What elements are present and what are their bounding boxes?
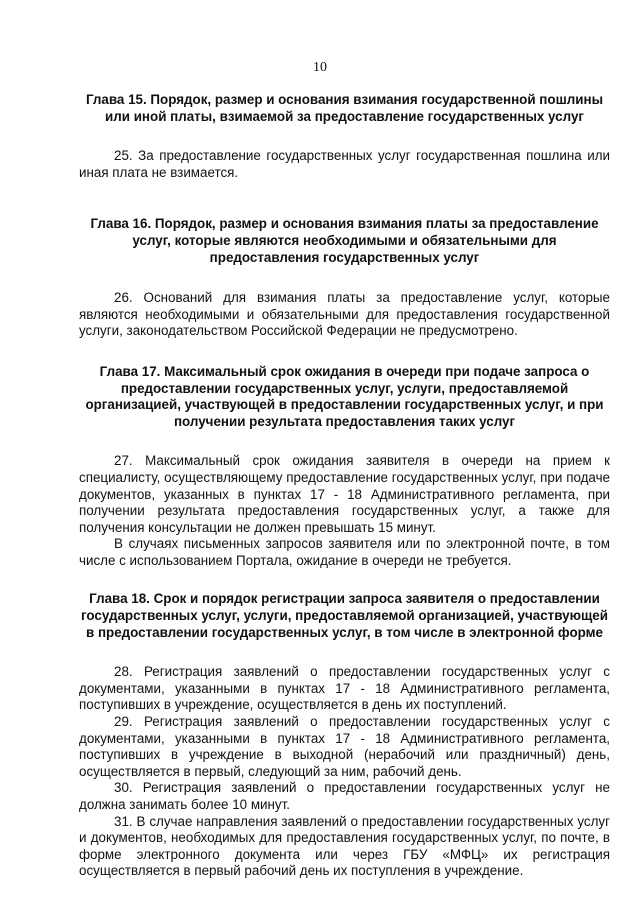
chapter-17-heading: Глава 17. Максимальный срок ожидания в очереди при подаче запроса о предоставлении государственных услуг, услуги, предоставляемой организацией, участвующей в предоставлении государственных услуг, и при получении результата предоставления таких услуг (85, 363, 604, 429)
paragraph-27: 27. Максимальный срок ожидания заявителя в очереди на прием к специалисту, осуществляющему предоставление государственных услуг, при подаче документов, указанных в пунктах 17 - 18 Административного регламента, при получении результата предоставления государственных услуг, а также для получения консультации не должен превышать 15 минут. (79, 453, 610, 535)
chapter-16-body (79, 290, 610, 340)
paragraph-29: 29. Регистрация заявлений о предоставлении государственных услуг с документами, указанными в пунктах 17 - 18 Административного регламента, поступивших в учреждение в выходной (нерабочий или праздничный) день, осуществляется в первый, следующий за ним, рабочий день. (79, 714, 610, 779)
chapter-17-body (79, 453, 610, 569)
paragraph-30: 30. Регистрация заявлений о предоставлении государственных услуг не должна занимать более 10 минут. (79, 780, 610, 812)
document-body (79, 92, 610, 880)
chapter-18-heading: Глава 18. Срок и порядок регистрации запроса заявителя о предоставлении государственных услуг, услуги, предоставляемой организацией, участвующей в предоставлении государственных услуг, в том числе в электронной форме (81, 591, 608, 640)
chapter-15-body (79, 148, 610, 181)
paragraph-28: 28. Регистрация заявлений о предоставлении государственных услуг с документами, указанными в пунктах 17 - 18 Административного регламента, поступивших в учреждение, осуществляется в день их поступлений. (79, 664, 610, 713)
page-number: 10 (313, 60, 327, 75)
paragraph-31: 31. В случае направления заявлений о предоставлении государственных услуг и документов, необходимых для предоставления государственных услуг, по почте, в форме электронного документа или через ГБУ «МФЦ» их регистрация осуществляется в первый рабочий день их поступления в учреждение. (79, 813, 610, 879)
paragraph-27-continued: В случаях письменных запросов заявителя или по электронной почте, в том числе с использованием Портала, ожидание в очереди не требуется. (79, 536, 610, 568)
paragraph-25: 25. За предоставление государственных услуг государственная пошлина или иная плата не взимается. (79, 148, 610, 180)
paragraph-26: 26. Оснований для взимания платы за предоставление услуг, которые являются необходимыми и обязательными для предоставления государственной услуги, законодательством Российской Федерации не предусмотрено. (79, 290, 610, 339)
chapter-15-heading: Глава 15. Порядок, размер и основания взимания государственной пошлины или иной платы, взимаемой за предоставление государственных услуг (85, 92, 603, 124)
chapter-18-body (79, 664, 610, 880)
chapter-16-heading: Глава 16. Порядок, размер и основания взимания платы за предоставление услуг, которые являются необходимыми и обязательными для предоставления государственных услуг (90, 216, 599, 265)
